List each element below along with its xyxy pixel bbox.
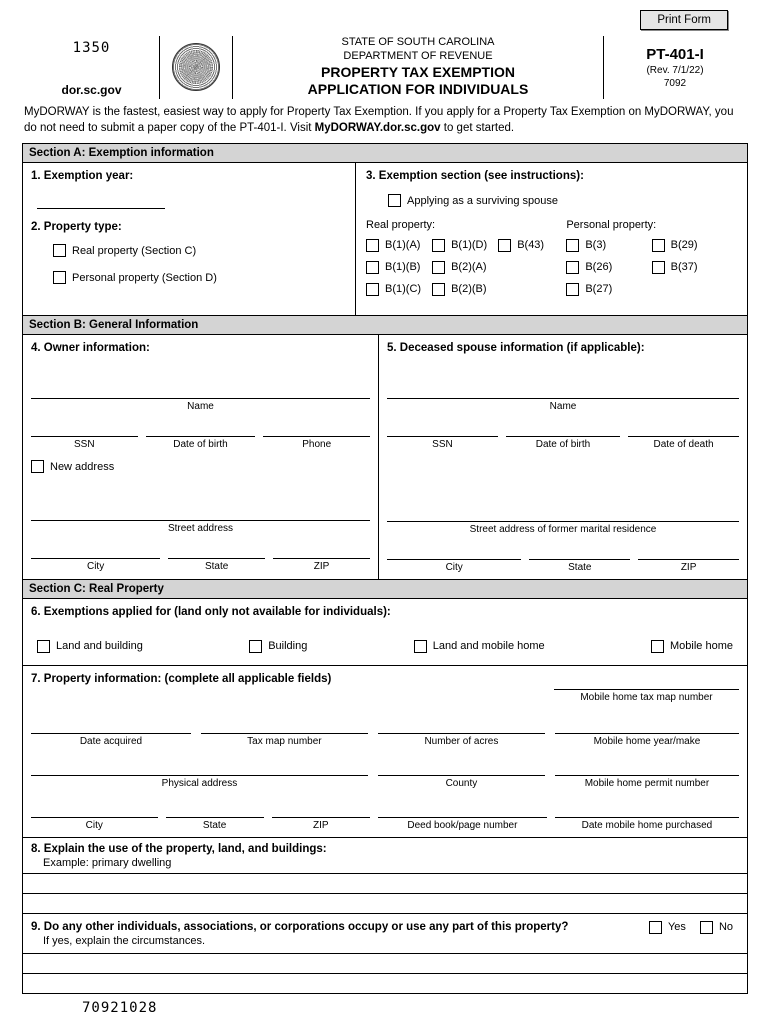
personal-property-code-column: [566, 239, 737, 305]
spouse-city-caption: City: [445, 561, 463, 573]
question-1-label: 1. Exemption year:: [31, 169, 134, 182]
exemption-code-option[interactable]: [432, 239, 498, 252]
owner-name-input[interactable]: [31, 376, 370, 399]
checkbox-icon[interactable]: [366, 261, 379, 274]
owner-dob-input[interactable]: [146, 420, 256, 437]
owner-ssn-caption: SSN: [74, 438, 95, 450]
code-spacer: [652, 283, 737, 296]
exemption-option-building[interactable]: [249, 640, 307, 653]
surviving-spouse-option[interactable]: [388, 192, 737, 210]
spouse-name-caption: Name: [549, 400, 577, 412]
exemption-code-option[interactable]: [432, 283, 498, 296]
owner-zip-input[interactable]: [273, 542, 370, 559]
owner-ssn-input[interactable]: [31, 420, 138, 437]
question-8-answer-lines: [23, 873, 747, 913]
owner-information-block: [23, 335, 378, 579]
checkbox-icon[interactable]: [566, 283, 579, 296]
exemption-option-land-and-building[interactable]: [37, 640, 143, 653]
question-7-label: 7. Property information: (complete all applicable fields): [31, 672, 332, 685]
spouse-dob-caption: Date of birth: [535, 438, 591, 450]
real-property-codes-label: Real property:: [366, 218, 436, 231]
date-acquired-input[interactable]: [31, 717, 191, 734]
owner-zip-caption: ZIP: [313, 560, 330, 572]
section-c-body: [22, 598, 748, 994]
owner-dob-caption: Date of birth: [173, 438, 228, 450]
spouse-ssn-caption: SSN: [432, 438, 453, 450]
answer-line[interactable]: [23, 893, 747, 913]
question-8-block: [23, 838, 747, 873]
owner-phone-input[interactable]: [263, 420, 370, 437]
exemption-code-label: B(3): [585, 239, 607, 252]
mobile-home-tax-map-input[interactable]: [554, 673, 739, 690]
checkbox-icon[interactable]: [366, 239, 379, 252]
property-city-input[interactable]: [31, 801, 158, 818]
exemption-option-label: Building: [268, 640, 308, 653]
code-row: [366, 239, 566, 252]
code-row: [366, 261, 566, 274]
exemption-code-label: B(1)(D): [451, 239, 488, 252]
question-3-label: 3. Exemption section (see instructions):: [366, 169, 584, 182]
owner-ssn-dob-phone-row: [31, 420, 370, 450]
section-b-body: [22, 334, 748, 580]
spouse-dod-caption: Date of death: [653, 438, 714, 450]
deed-book-page-input[interactable]: [378, 801, 547, 818]
state-line: STATE OF SOUTH CAROLINA: [341, 36, 495, 48]
exemption-code-label: B(1)(A): [385, 239, 421, 252]
notice-text-2: to get started.: [440, 122, 515, 135]
county-caption: County: [445, 777, 478, 789]
checkbox-icon[interactable]: [249, 640, 262, 653]
section-a-header: Section A: Exemption information: [22, 143, 748, 162]
exemption-option-label: Land and building: [56, 640, 143, 653]
property-zip-caption: ZIP: [313, 819, 329, 831]
checkbox-icon[interactable]: [37, 640, 50, 653]
checkbox-icon[interactable]: [700, 921, 713, 934]
spouse-zip-input[interactable]: [638, 543, 739, 560]
exemption-option-land-and-mobile-home[interactable]: [414, 640, 545, 653]
section-a-right: [355, 163, 747, 315]
county-input[interactable]: [378, 759, 545, 776]
notice-text-1: MyDORWAY is the fastest, easiest way to apply for Property Tax Exemption. If you apply for a Property Tax Exemption on MyDORWAY, you do not need to submit a paper copy of the PT-401-I. Visit: [24, 105, 734, 135]
spouse-ssn-dob-dod-row: [387, 420, 739, 450]
question-8-example: Example: primary dwelling: [43, 856, 172, 869]
form-title-line-2: APPLICATION FOR INDIVIDUALS: [307, 81, 529, 97]
exemption-code-option[interactable]: [652, 261, 737, 274]
checkbox-icon[interactable]: [652, 239, 665, 252]
owner-city-state-zip-row: [31, 542, 370, 572]
property-state-input[interactable]: [166, 801, 264, 818]
property-info-row-2: [31, 759, 739, 789]
date-acquired-caption: Date acquired: [79, 735, 143, 747]
exemption-year-input[interactable]: [37, 188, 165, 209]
checkbox-icon[interactable]: [53, 244, 66, 257]
print-form-row: [22, 10, 748, 30]
question-9-yes-option[interactable]: [649, 921, 686, 934]
exemption-code-label: B(1)(C): [385, 283, 422, 296]
notice-link-text: MyDORWAY.dor.sc.gov: [314, 122, 441, 135]
exemption-code-label: B(43): [517, 239, 545, 252]
date-mobile-home-purchased-input[interactable]: [555, 801, 739, 818]
checkbox-icon[interactable]: [432, 239, 445, 252]
checkbox-icon[interactable]: [53, 271, 66, 284]
answer-line[interactable]: [23, 873, 747, 893]
property-info-row-3: [31, 801, 739, 831]
spouse-ssn-input[interactable]: [387, 420, 498, 437]
section-c-header: Section C: Real Property: [22, 580, 748, 598]
exemption-code-label: B(27): [585, 283, 613, 296]
property-type-real-label: Real property (Section C): [72, 244, 197, 257]
real-property-code-column: [366, 239, 566, 305]
spouse-state-input[interactable]: [529, 543, 630, 560]
question-9-yes-no: [649, 921, 739, 934]
exemption-code-option[interactable]: [432, 261, 498, 274]
spouse-city-input[interactable]: [387, 543, 521, 560]
mobile-home-year-make-input[interactable]: [555, 717, 739, 734]
exemption-code-label: B(1)(B): [385, 261, 421, 274]
exemption-applied-options: [23, 640, 747, 653]
checkbox-icon[interactable]: [649, 921, 662, 934]
print-form-button[interactable]: Print Form: [640, 10, 728, 30]
checkbox-icon[interactable]: [566, 239, 579, 252]
code-row: [366, 283, 566, 296]
question-9-label: 9. Do any other individuals, associations, or corporations occupy or use any part of this property?: [31, 920, 569, 933]
exemption-code-option[interactable]: [566, 261, 651, 274]
checkbox-icon[interactable]: [651, 640, 664, 653]
owner-street-input[interactable]: [31, 498, 370, 521]
checkbox-icon[interactable]: [566, 261, 579, 274]
physical-address-input[interactable]: [31, 759, 368, 776]
form-number: 1350: [72, 40, 111, 56]
spouse-state-caption: State: [568, 561, 592, 573]
spouse-name-input[interactable]: [387, 376, 739, 399]
mobile-home-tax-map-caption: Mobile home tax map number: [580, 691, 713, 703]
number-of-acres-caption: Number of acres: [424, 735, 499, 747]
mobile-home-year-make-caption: Mobile home year/make: [593, 735, 701, 747]
code-row: [566, 239, 737, 252]
question-5-label: 5. Deceased spouse information (if applicable):: [387, 341, 645, 354]
exemption-code-option[interactable]: [566, 283, 651, 296]
surviving-spouse-label: Applying as a surviving spouse: [407, 194, 559, 207]
checkbox-icon[interactable]: [432, 283, 445, 296]
spouse-street-caption: Street address of former marital residence: [469, 523, 657, 535]
question-8-label: 8. Explain the use of the property, land, and buildings:: [31, 842, 327, 855]
owner-street-caption: Street address: [167, 522, 234, 534]
checkbox-icon[interactable]: [31, 460, 44, 473]
exemption-code-option[interactable]: [652, 239, 737, 252]
checkbox-icon[interactable]: [414, 640, 427, 653]
question-9-sub-label: If yes, explain the circumstances.: [43, 934, 206, 947]
department-line: DEPARTMENT OF REVENUE: [343, 49, 493, 62]
date-mobile-home-purchased-caption: Date mobile home purchased: [581, 819, 713, 831]
mydorway-notice: [24, 104, 746, 137]
exemption-code-label: B(26): [585, 261, 613, 274]
question-6-label: 6. Exemptions applied for (land only not available for individuals):: [31, 605, 391, 618]
property-city-caption: City: [85, 819, 103, 831]
checkbox-icon[interactable]: [432, 261, 445, 274]
spouse-zip-caption: ZIP: [680, 561, 697, 573]
code-spacer: [498, 283, 564, 296]
code-row: [566, 261, 737, 274]
exemption-option-mobile-home[interactable]: [651, 640, 733, 653]
question-7-block: [23, 666, 747, 837]
code-spacer: [498, 261, 564, 274]
exemption-code-label: B(2)(B): [451, 283, 487, 296]
checkbox-icon[interactable]: [498, 239, 511, 252]
number-of-acres-input[interactable]: [378, 717, 545, 734]
no-label: No: [718, 921, 733, 934]
spouse-city-state-zip-row: [387, 543, 739, 573]
owner-state-input[interactable]: [168, 542, 265, 559]
spouse-dob-input[interactable]: [506, 420, 620, 437]
physical-address-caption: Physical address: [161, 777, 238, 789]
section-b-header: Section B: General Information: [22, 316, 748, 334]
code-row: [566, 283, 737, 296]
new-address-option[interactable]: [31, 458, 370, 476]
deed-book-page-caption: Deed book/page number: [407, 819, 518, 831]
spouse-dod-input[interactable]: [628, 420, 739, 437]
exemption-option-label: Land and mobile home: [432, 640, 545, 653]
section-a-left: [23, 163, 355, 315]
property-type-personal-label: Personal property (Section D): [72, 271, 217, 284]
form-doc-number: 7092: [663, 78, 687, 89]
form-revision: (Rev. 7/1/22): [646, 65, 704, 76]
header-left: [24, 36, 159, 99]
question-6-block: [23, 599, 747, 626]
question-2-label: 2. Property type:: [31, 220, 122, 233]
tax-map-number-input[interactable]: [201, 717, 368, 734]
exemption-code-option[interactable]: [366, 261, 432, 274]
property-info-row-1: [31, 717, 739, 747]
exemption-code-grid: [366, 239, 737, 305]
exemption-code-headers: [366, 219, 737, 231]
form-title-line-1: PROPERTY TAX EXEMPTION: [321, 63, 515, 80]
property-type-real-option[interactable]: [53, 242, 345, 260]
checkbox-icon[interactable]: [388, 194, 401, 207]
dor-website: dor.sc.gov: [61, 82, 122, 97]
property-type-personal-option[interactable]: [53, 269, 345, 287]
exemption-code-option[interactable]: [366, 283, 432, 296]
header-title-block: [233, 36, 603, 99]
spouse-information-block: [378, 335, 747, 579]
property-zip-input[interactable]: [272, 801, 370, 818]
owner-name-caption: Name: [187, 400, 214, 412]
form-code: PT-401-I: [646, 45, 704, 63]
question-4-label: 4. Owner information:: [31, 341, 150, 354]
answer-line[interactable]: [23, 973, 747, 993]
exemption-code-option[interactable]: [566, 239, 651, 252]
owner-state-caption: State: [204, 560, 229, 572]
tax-map-number-caption: Tax map number: [247, 735, 322, 747]
exemption-code-label: B(37): [670, 261, 698, 274]
form-header: [22, 36, 748, 99]
exemption-option-label: Mobile home: [670, 640, 733, 653]
owner-city-input[interactable]: [31, 542, 160, 559]
spouse-spacer: [387, 450, 739, 477]
checkbox-icon[interactable]: [652, 261, 665, 274]
seal-container: [159, 36, 233, 99]
yes-label: Yes: [667, 921, 686, 934]
owner-phone-caption: Phone: [302, 438, 332, 450]
question-9-answer-lines: [23, 953, 747, 993]
exemption-code-label: B(2)(A): [451, 261, 487, 274]
question-9-no-option[interactable]: [700, 921, 733, 934]
exemption-code-option[interactable]: [498, 239, 564, 252]
question-9-block: [23, 914, 747, 953]
owner-city-caption: City: [86, 560, 105, 572]
personal-property-codes-label: Personal property:: [566, 218, 657, 231]
section-a-body: [22, 162, 748, 316]
mobile-home-permit-number-input[interactable]: [555, 759, 739, 776]
south-carolina-seal-icon: [172, 43, 220, 91]
answer-line[interactable]: [23, 953, 747, 973]
barcode-number: 70921028: [82, 999, 158, 1016]
mobile-home-permit-number-caption: Mobile home permit number: [584, 777, 710, 789]
exemption-code-option[interactable]: [366, 239, 432, 252]
spouse-street-input[interactable]: [387, 499, 739, 522]
header-form-code-block: [603, 36, 746, 99]
exemption-code-label: B(29): [670, 239, 698, 252]
checkbox-icon[interactable]: [366, 283, 379, 296]
new-address-label: New address: [50, 460, 115, 473]
property-state-caption: State: [202, 819, 227, 831]
